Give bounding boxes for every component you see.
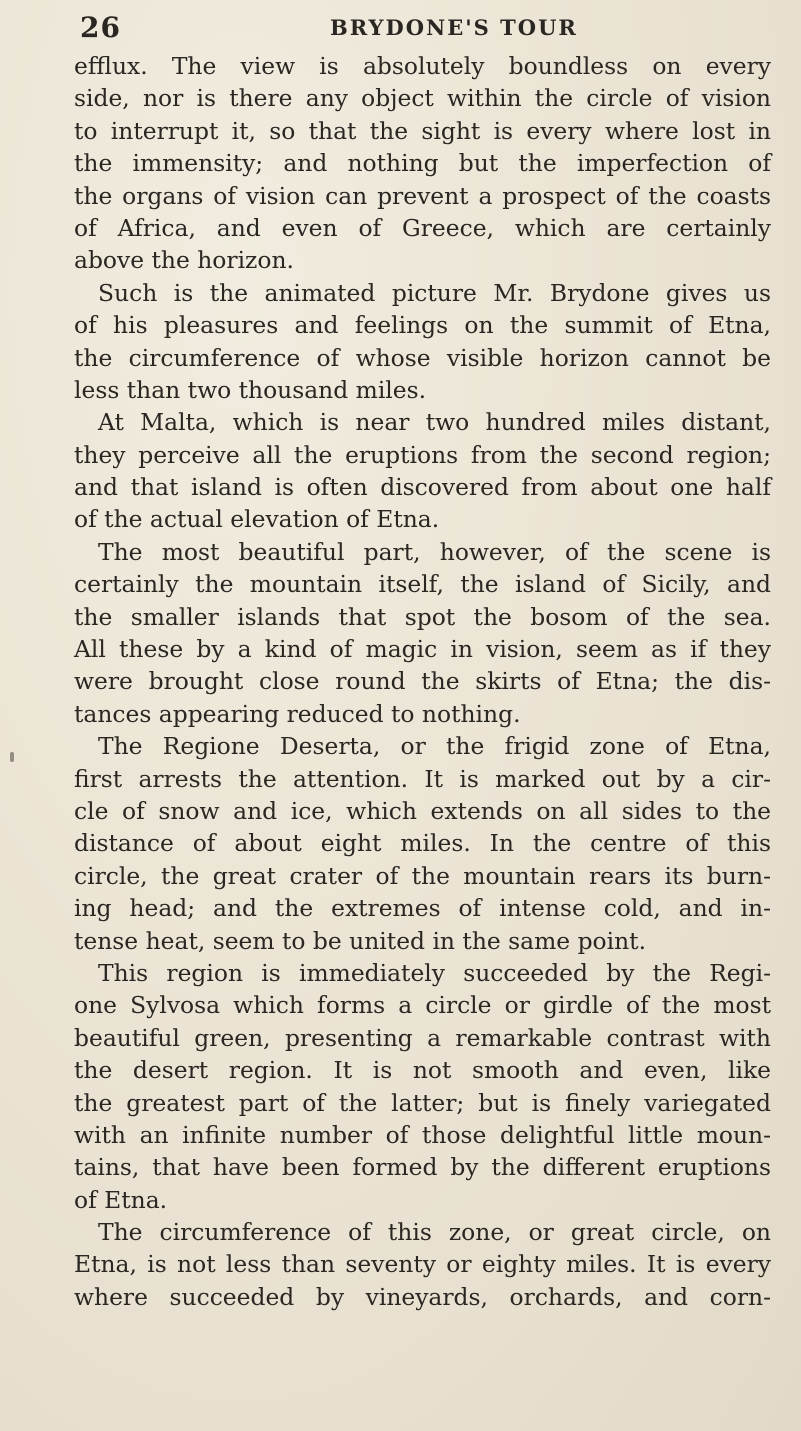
- text-line: Such is the animated picture Mr. Brydone gives us: [98, 278, 771, 307]
- text-line: efflux. The view is absolutely boundless on every: [74, 52, 771, 80]
- text-line: the greatest part of the latter; but is finely variegated: [74, 1088, 771, 1117]
- text-line: to interrupt it, so that the sight is every where lost in: [74, 116, 771, 145]
- text-line: of Africa, and even of Greece, which are certainly: [74, 213, 771, 242]
- running-title: BRYDONE'S TOUR: [330, 14, 578, 40]
- text-line: the desert region. It is not smooth and even, like: [74, 1056, 771, 1085]
- text-line: first arrests the attention. It is marked out by a cir-: [74, 764, 771, 793]
- text-line: ing head; and the extremes of intense cold, and in-: [74, 894, 771, 923]
- text-line: At Malta, which is near two hundred miles distant,: [98, 408, 771, 437]
- text-line: above the horizon.: [74, 246, 294, 275]
- text-line: This region is immediately succeeded by the Regi-: [98, 958, 771, 987]
- text-line: and that island is often discovered from about one half: [74, 473, 771, 502]
- text-line: All these by a kind of magic in vision, seem as if they: [74, 635, 771, 664]
- text-line: cle of snow and ice, which extends on all sides to the: [74, 796, 771, 825]
- text-line: less than two thousand miles.: [74, 375, 427, 404]
- text-line: distance of about eight miles. In the centre of this: [74, 829, 771, 858]
- text-line: beautiful green, presenting a remarkable contrast with: [74, 1023, 771, 1052]
- text-line: The Regione Deserta, or the frigid zone of Etna,: [98, 732, 771, 761]
- text-line: the organs of vision can prevent a prospect of the coasts: [74, 181, 771, 210]
- text-line: side, nor is there any object within the circle of vision: [74, 84, 771, 113]
- text-line: where succeeded by vineyards, orchards, and corn-: [74, 1282, 771, 1311]
- text-line: certainly the mountain itself, the island of Sicily, and: [74, 570, 771, 599]
- page-number: 26: [80, 10, 121, 44]
- body-text: [74, 50, 771, 1313]
- running-head: [80, 10, 741, 44]
- text-line: were brought close round the skirts of Etna; the dis-: [74, 667, 771, 696]
- text-line: tains, that have been formed by the different eruptions: [74, 1153, 771, 1182]
- text-line: The circumference of this zone, or great circle, on: [98, 1218, 771, 1247]
- text-line: of Etna.: [74, 1185, 168, 1214]
- text-line: of his pleasures and feelings on the summit of Etna,: [74, 311, 771, 340]
- text-line: with an infinite number of those delightful little moun-: [74, 1120, 771, 1149]
- text-line: circle, the great crater of the mountain rears its burn-: [74, 861, 771, 890]
- text-line: Etna, is not less than seventy or eighty miles. It is every: [74, 1250, 771, 1279]
- text-line: tense heat, seem to be united in the same point.: [74, 926, 647, 955]
- text-line: the circumference of whose visible horizon cannot be: [74, 343, 771, 372]
- text-line: the immensity; and nothing but the imperfection of: [74, 149, 771, 178]
- text-line: tances appearing reduced to nothing.: [74, 699, 521, 728]
- text-line: of the actual elevation of Etna.: [74, 505, 440, 534]
- paper-blemish: [10, 752, 14, 762]
- text-line: The most beautiful part, however, of the scene is: [98, 537, 771, 566]
- text-line: they perceive all the eruptions from the second region;: [74, 440, 771, 469]
- text-line: one Sylvosa which forms a circle or girdle of the most: [74, 991, 771, 1020]
- text-line: the smaller islands that spot the bosom of the sea.: [74, 602, 771, 631]
